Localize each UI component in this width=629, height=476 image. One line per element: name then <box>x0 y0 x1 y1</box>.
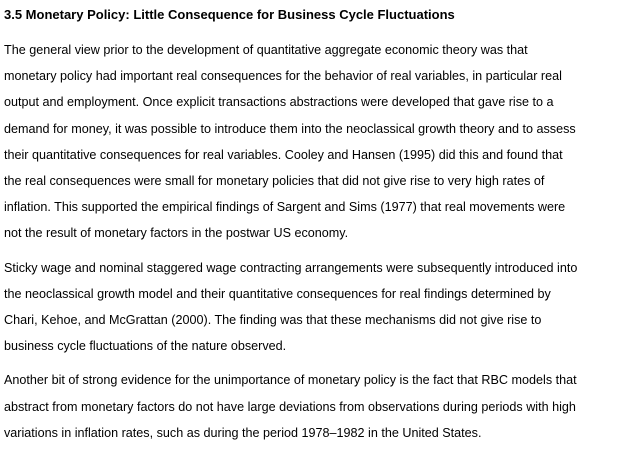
paragraph-line: output and employment. Once explicit transactions abstractions were developed that gave rise to a <box>4 95 554 110</box>
paragraph-line: Sticky wage and nominal staggered wage contracting arrangements were subsequently introduced into <box>4 260 578 275</box>
paragraph-3 <box>4 367 627 446</box>
paragraph-line: monetary policy had important real consequences for the behavior of real variables, in particular real <box>4 69 562 84</box>
paragraph-line: inflation. This supported the empirical findings of Sargent and Sims (1977) that real movements were <box>4 200 566 215</box>
paragraph-line: Another bit of strong evidence for the unimportance of monetary policy is the fact that RBC models that <box>4 373 577 388</box>
paragraph-line: abstract from monetary factors do not have large deviations from observations during periods with high <box>4 399 576 414</box>
section-heading: 3.5 Monetary Policy: Little Consequence for Business Cycle Fluctuations <box>4 7 455 22</box>
paragraph-line: business cycle fluctuations of the nature observed. <box>4 339 287 354</box>
paragraph-1 <box>4 37 627 247</box>
paragraph-line: variations in inflation rates, such as during the period 1978–1982 in the United States. <box>4 425 482 440</box>
document-page <box>4 6 627 454</box>
paragraph-line: the real consequences were small for monetary policies that did not give rise to very high rates of <box>4 174 545 189</box>
paragraph-line: the neoclassical growth model and their quantitative consequences for real findings determined by <box>4 286 551 301</box>
paragraph-line: Chari, Kehoe, and McGrattan (2000). The finding was that these mechanisms did not give rise to <box>4 313 542 328</box>
paragraph-line: demand for money, it was possible to introduce them into the neoclassical growth theory and to assess <box>4 121 576 136</box>
paragraph-2 <box>4 255 627 360</box>
paragraph-line: not the result of monetary factors in the postwar US economy. <box>4 226 349 241</box>
paragraph-line: The general view prior to the development of quantitative aggregate economic theory was that <box>4 43 528 57</box>
paragraph-line: their quantitative consequences for real variables. Cooley and Hansen (1995) did this and found that <box>4 147 563 162</box>
